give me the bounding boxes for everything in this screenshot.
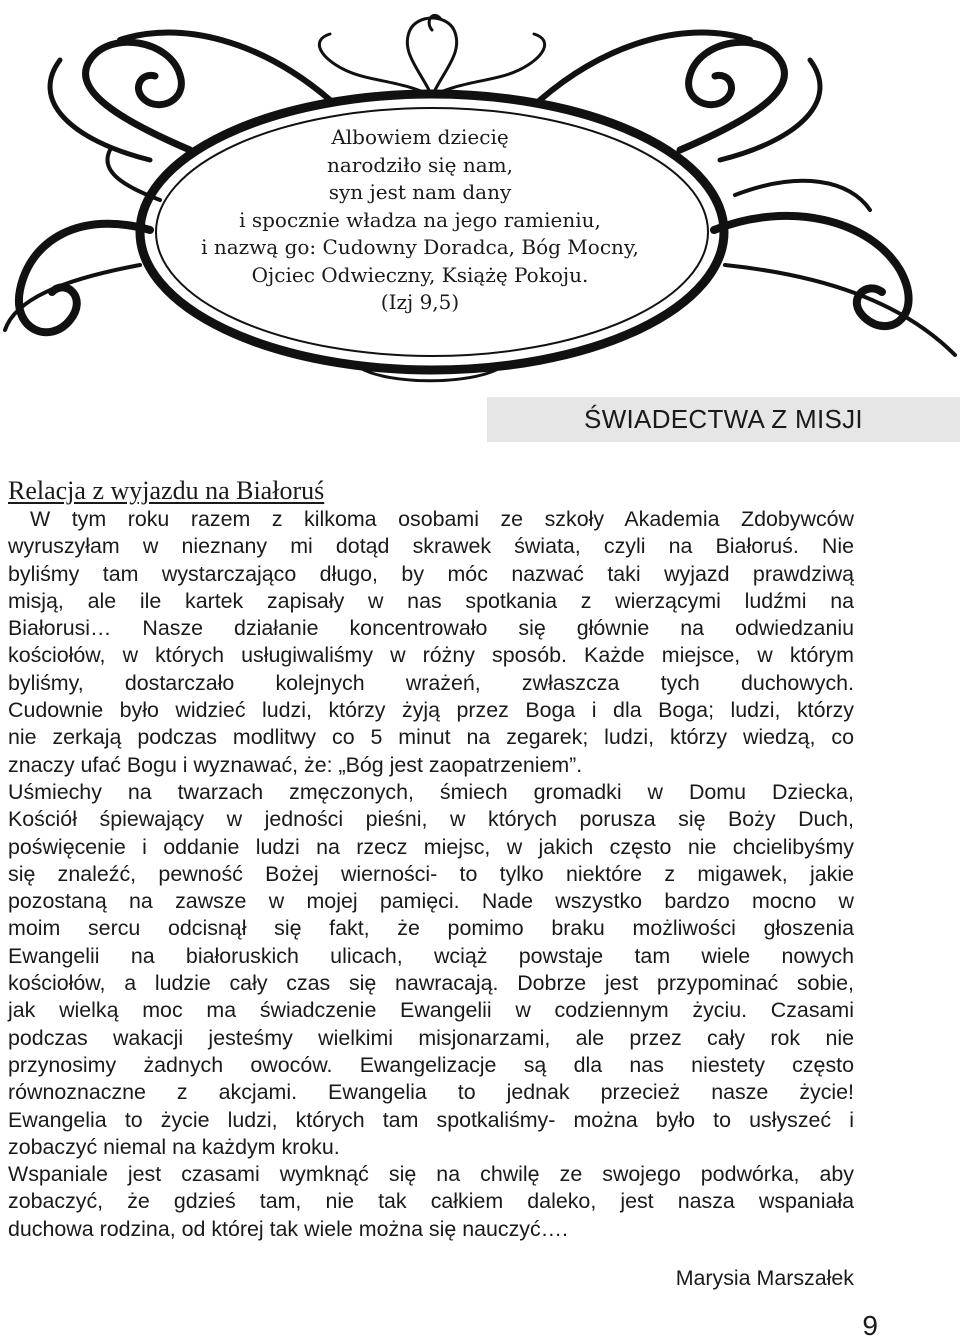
text-line: znaczy ufać Bogu i wyznawać, że: „Bóg jest zaopatrzeniem”. — [8, 752, 583, 777]
page-number: 9 — [862, 1310, 878, 1341]
text-line: Kościół śpiewający w jedności pieśni, w których porusza się Boży Duch, — [8, 807, 854, 832]
text-line: Ewangelia to życie ludzi, których tam spotkaliśmy- można było to usłyszeć i — [8, 1107, 854, 1132]
text-line: się znaleźć, pewność Bożej wierności- to tylko niektóre z migawek, jakie — [8, 861, 854, 886]
text-line: Wspaniale jest czasami wymknąć się na chwilę ze swojego podwórka, aby — [8, 1162, 854, 1187]
section-title: ŚWIADECTWA Z MISJI — [584, 404, 863, 434]
quote-line: narodziło się nam, — [326, 152, 513, 177]
quote-reference: (Izj 9,5) — [380, 290, 460, 314]
text-line: Cudownie było widzieć ludzi, którzy żyją przez Boga i dla Boga; ludzi, którzy — [8, 698, 854, 723]
quote-line: syn jest nam dany — [328, 180, 512, 204]
text-line: podczas wakacji jesteśmy wielkimi misjonarzami, ale przez cały rok nie — [8, 1025, 854, 1050]
text-line: duchowa rodzina, od której tak wiele można się nauczyć…. — [8, 1216, 569, 1241]
text-line: byliśmy tam wystarczająco długo, by móc nazwać taki wyjazd prawdziwą — [8, 561, 854, 586]
text-line: jak wielką moc ma świadczenie Ewangelii w codziennym życiu. Czasami — [8, 998, 854, 1023]
quote-line: i spocznie władza na jego ramieniu, — [239, 207, 601, 232]
article-title: Relacja z wyjazdu na Białoruś — [8, 476, 325, 505]
text-line: zobaczyć niemal na każdym kroku. — [8, 1134, 340, 1159]
text-line: Uśmiechy na twarzach zmęczonych, śmiech gromadki w Domu Dziecka, — [8, 779, 854, 804]
quote-line: i nazwą go: Cudowny Doradca, Bóg Mocny, — [201, 235, 639, 259]
text-line: byliśmy, dostarczało kolejnych wrażeń, zwłaszcza tych duchowych. — [8, 670, 854, 695]
text-line: pozostaną na zawsze w mojej pamięci. Nade wszystko bardzo mocno w — [8, 889, 854, 914]
text-line: kościołów, a ludzie cały czas się nawracają. Dobrze jest przypominać sobie, — [8, 971, 854, 996]
text-line: kościołów, w których usługiwaliśmy w różny sposób. Każde miejsce, w którym — [8, 643, 854, 668]
quote-line: Albowiem dziecię — [331, 125, 509, 149]
author-signature: Marysia Marszałek — [675, 1266, 854, 1290]
article-body — [8, 506, 854, 1243]
text-line: zobaczyć, że gdzieś tam, nie tak całkiem daleko, jest nasza wspaniała — [8, 1189, 854, 1214]
text-line: W tym roku razem z kilkoma osobami ze szkoły Akademia Zdobywców — [30, 507, 854, 531]
text-line: poświęcenie i oddanie ludzi na rzecz miejsc, w jakich często nie chcielibyśmy — [8, 834, 854, 859]
quote-line: Ojciec Odwieczny, Książę Pokoju. — [251, 262, 589, 287]
text-line: misją, ale ile kartek zapisały w nas spotkania z wierzącymi ludźmi na — [8, 588, 854, 613]
text-line: przynosimy żadnych owoców. Ewangelizacje są dla nas niestety często — [8, 1052, 854, 1077]
text-line: moim sercu odcisnął się fakt, że pomimo braku możliwości głoszenia — [8, 916, 854, 941]
text-line: równoznaczne z akcjami. Ewangelia to jednak przecież nasze życie! — [8, 1080, 854, 1105]
text-line: Białorusi… Nasze działanie koncentrowało się głównie na odwiedzaniu — [8, 616, 854, 641]
bible-quote — [150, 124, 690, 317]
text-line: nie zerkają podczas modlitwy co 5 minut na zegarek; ludzi, którzy wiedzą, co — [8, 725, 854, 750]
text-line: Ewangelii na białoruskich ulicach, wciąż powstaje tam wiele nowych — [8, 943, 854, 968]
text-line: wyruszyłam w nieznany mi dotąd skrawek świata, czyli na Białoruś. Nie — [8, 534, 854, 559]
